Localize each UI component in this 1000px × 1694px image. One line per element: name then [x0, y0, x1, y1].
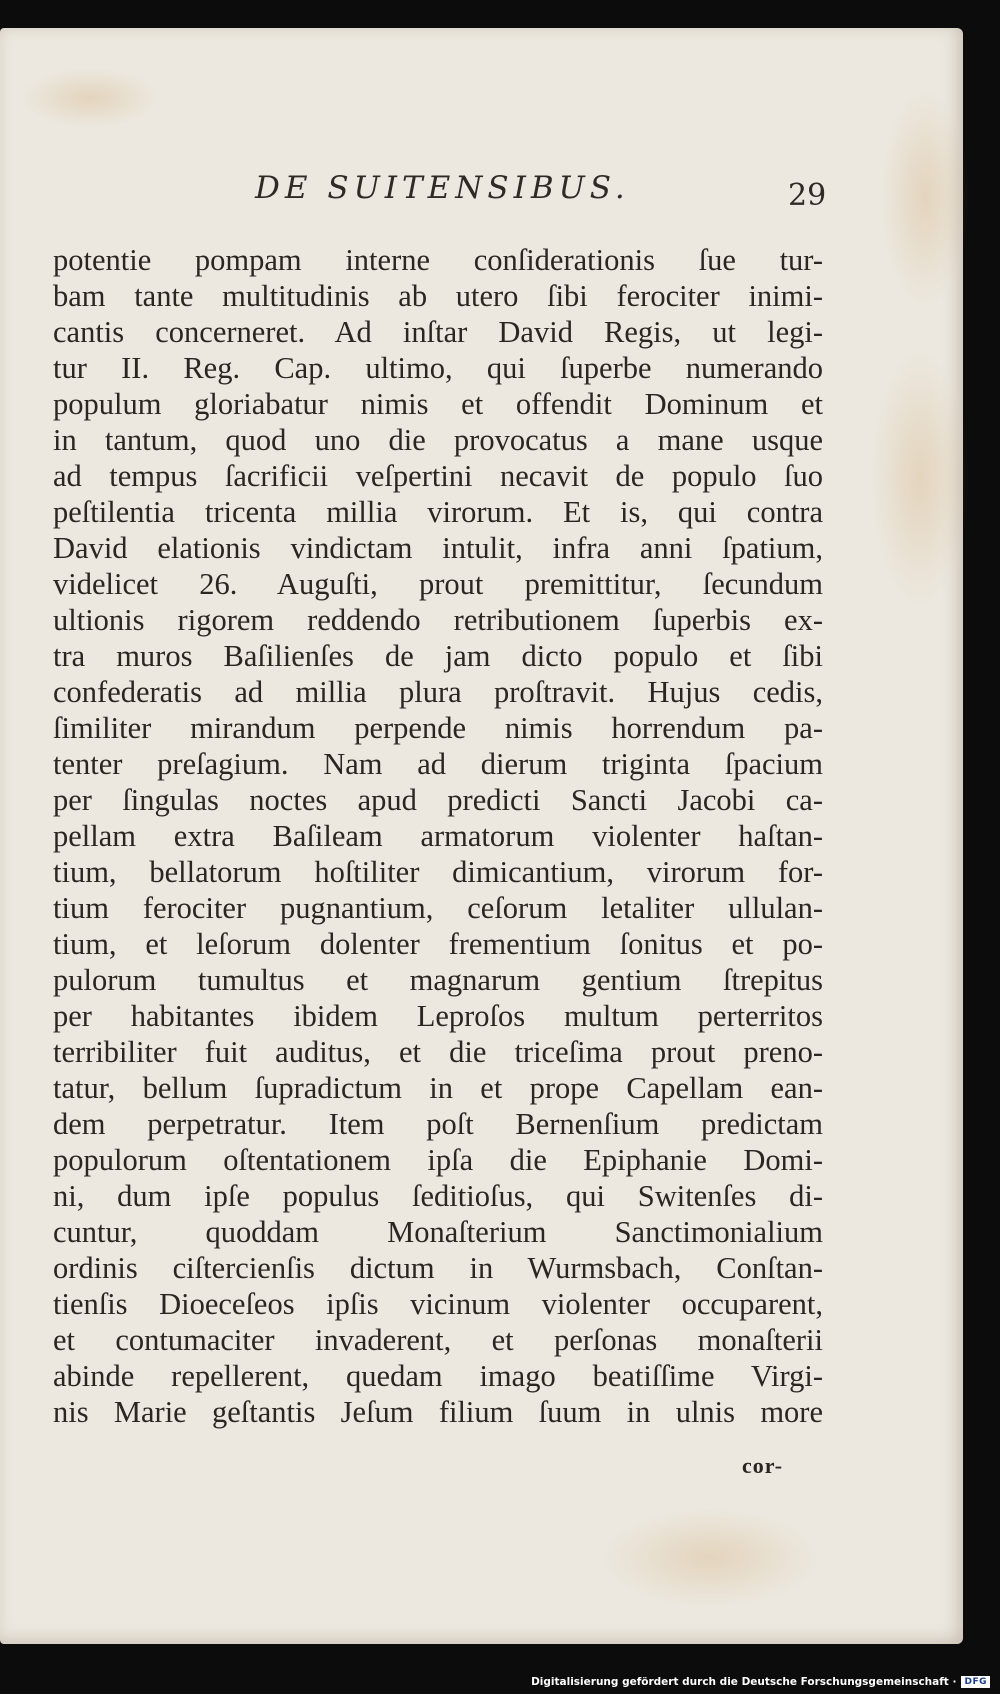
text-line: populum gloriabatur nimis et offendit Dominum et: [53, 387, 823, 421]
running-title: DE SUITENSIBUS.: [255, 170, 630, 206]
text-line: ultionis rigorem reddendo retributionem ſuperbis ex-: [53, 603, 823, 637]
text-line: cantis concerneret. Ad inſtar David Regis, ut legi-: [53, 315, 823, 349]
text-line: tienſis Dioeceſeos ipſis vicinum violenter occuparent,: [53, 1287, 823, 1321]
text-line: tium, bellatorum hoſtiliter dimicantium, virorum for-: [53, 855, 823, 889]
text-line: dem perpetratur. Item poſt Bernenſium predictam: [53, 1107, 823, 1141]
text-line: videlicet 26. Auguſti, prout premittitur, ſecundum: [53, 567, 823, 601]
text-line: tenter preſagium. Nam ad dierum triginta ſpacium: [53, 747, 823, 781]
text-line: abinde repellerent, quedam imago beatiſſime Virgi-: [53, 1359, 823, 1393]
body-text: [53, 242, 823, 1430]
text-line: ordinis ciſtercienſis dictum in Wurmsbach, Conſtan-: [53, 1251, 823, 1285]
text-line: pellam extra Baſileam armatorum violenter haſtan-: [53, 819, 823, 853]
text-line: potentie pompam interne conſiderationis ſue tur-: [53, 243, 823, 277]
catchword: cor-: [742, 1453, 784, 1478]
text-line: tium, et leſorum dolenter frementium ſonitus et po-: [53, 927, 823, 961]
digitization-footer: [531, 1673, 990, 1691]
text-line: ad tempus ſacrificii veſpertini necavit de populo ſuo: [53, 459, 823, 493]
text-line: peſtilentia tricenta millia virorum. Et is, qui contra: [53, 495, 823, 529]
text-line: per habitantes ibidem Leproſos multum perterritos: [53, 999, 823, 1033]
paper-stain: [880, 88, 970, 308]
text-line: nis Marie geſtantis Jeſum filium ſuum in ulnis more: [53, 1395, 823, 1429]
text-line: tium ferociter pugnantium, ceſorum letaliter ullulan-: [53, 891, 823, 925]
text-line: tur II. Reg. Cap. ultimo, qui ſuperbe numerando: [53, 351, 823, 385]
text-line: ſimiliter mirandum perpende nimis horrendum pa-: [53, 711, 823, 745]
text-line: terribiliter fuit auditus, et die triceſima prout preno-: [53, 1035, 823, 1069]
paper-stain: [870, 348, 970, 608]
book-page: [0, 28, 963, 1644]
text-line: populorum oſtentationem ipſa die Epiphanie Domi-: [53, 1143, 823, 1177]
text-line: tatur, bellum ſupradictum in et prope Capellam ean-: [53, 1071, 823, 1105]
dfg-logo: DFG: [961, 1676, 990, 1688]
text-line: David elationis vindictam intulit, infra anni ſpatium,: [53, 531, 823, 565]
text-line: cuntur, quoddam Monaſterium Sanctimonialium: [53, 1215, 823, 1249]
text-line: ni, dum ipſe populus ſeditioſus, qui Switenſes di-: [53, 1179, 823, 1213]
text-line: pulorum tumultus et magnarum gentium ſtrepitus: [53, 963, 823, 997]
text-line: in tantum, quod uno die provocatus a mane usque: [53, 423, 823, 457]
page-number: 29: [788, 178, 827, 213]
text-line: bam tante multitudinis ab utero ſibi ferociter inimi-: [53, 279, 823, 313]
text-line: et contumaciter invaderent, et perſonas monaſterii: [53, 1323, 823, 1357]
paper-stain: [20, 68, 160, 128]
funding-credit: Digitalisierung gefördert durch die Deutsche Forschungsgemeinschaft ·: [531, 1676, 957, 1688]
text-line: per ſingulas noctes apud predicti Sancti Jacobi ca-: [53, 783, 823, 817]
paper-stain: [600, 1508, 820, 1608]
text-line: confederatis ad millia plura proſtravit. Hujus cedis,: [53, 675, 823, 709]
text-line: tra muros Baſilienſes de jam dicto populo et ſibi: [53, 639, 823, 673]
